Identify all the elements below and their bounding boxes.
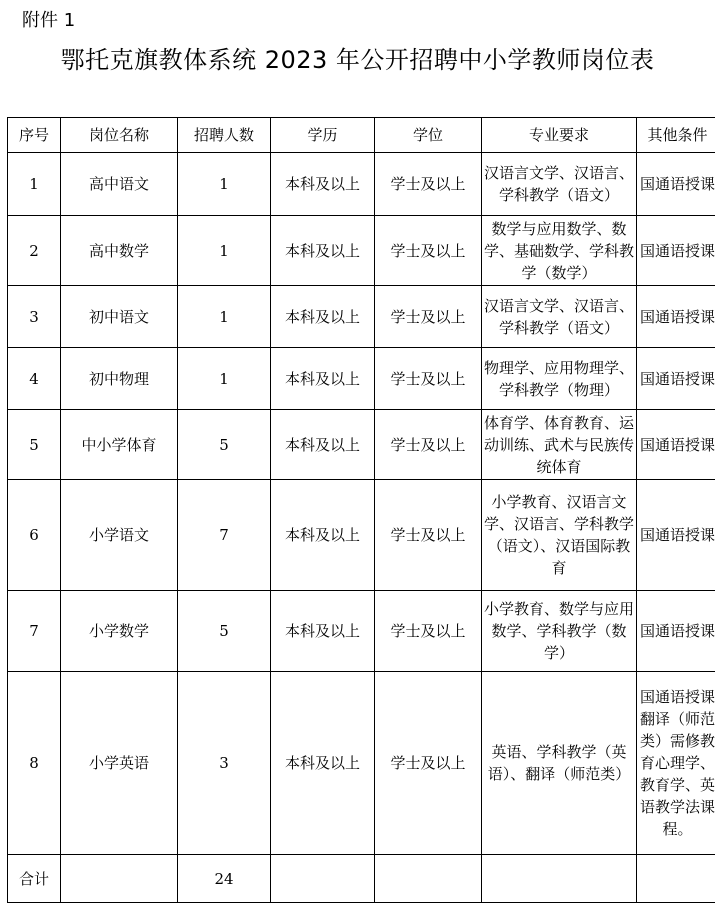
cell-major: 小学教育、数学与应用数学、学科教学（数学） — [482, 591, 637, 672]
cell-no: 5 — [8, 410, 61, 480]
header-no: 序号 — [8, 118, 61, 153]
cell-other: 国通语授课 — [637, 348, 715, 410]
table-row — [8, 672, 715, 855]
cell-other: 国通语授课 — [637, 480, 715, 591]
header-major: 专业要求 — [482, 118, 637, 153]
cell-empty — [482, 855, 637, 903]
cell-no: 3 — [8, 286, 61, 348]
table-row — [8, 153, 715, 216]
table-header-row — [8, 118, 715, 153]
cell-count: 1 — [178, 216, 271, 286]
cell-major: 英语、学科教学（英语）、翻译（师范类） — [482, 672, 637, 855]
total-label: 合计 — [8, 855, 61, 903]
cell-count: 1 — [178, 153, 271, 216]
cell-degree: 学士及以上 — [375, 480, 482, 591]
cell-no: 4 — [8, 348, 61, 410]
table-total-row — [8, 855, 715, 903]
cell-post: 小学英语 — [61, 672, 178, 855]
cell-education: 本科及以上 — [271, 672, 375, 855]
table-row — [8, 591, 715, 672]
table-row — [8, 410, 715, 480]
cell-no: 2 — [8, 216, 61, 286]
cell-major: 物理学、应用物理学、学科教学（物理） — [482, 348, 637, 410]
cell-degree: 学士及以上 — [375, 153, 482, 216]
cell-post: 小学语文 — [61, 480, 178, 591]
cell-count: 5 — [178, 410, 271, 480]
cell-education: 本科及以上 — [271, 591, 375, 672]
cell-education: 本科及以上 — [271, 480, 375, 591]
cell-education: 本科及以上 — [271, 216, 375, 286]
cell-degree: 学士及以上 — [375, 286, 482, 348]
cell-empty — [271, 855, 375, 903]
cell-other: 国通语授课 — [637, 410, 715, 480]
cell-post: 高中语文 — [61, 153, 178, 216]
cell-count: 7 — [178, 480, 271, 591]
cell-other: 国通语授课 — [637, 286, 715, 348]
cell-other: 国通语授课 — [637, 216, 715, 286]
table-row — [8, 216, 715, 286]
cell-degree: 学士及以上 — [375, 672, 482, 855]
cell-major: 汉语言文学、汉语言、学科教学（语文） — [482, 286, 637, 348]
cell-empty — [637, 855, 715, 903]
header-education: 学历 — [271, 118, 375, 153]
cell-count: 5 — [178, 591, 271, 672]
cell-empty — [375, 855, 482, 903]
cell-major: 体育学、体育教育、运动训练、武术与民族传统体育 — [482, 410, 637, 480]
cell-education: 本科及以上 — [271, 348, 375, 410]
cell-no: 8 — [8, 672, 61, 855]
cell-other: 国通语授课 翻译（师范类）需修教育心理学、教育学、英语教学法课程。 — [637, 672, 715, 855]
annex-label: 附件 1 — [22, 10, 76, 31]
cell-post: 中小学体育 — [61, 410, 178, 480]
cell-other: 国通语授课 — [637, 153, 715, 216]
page-title: 鄂托克旗教体系统 2023 年公开招聘中小学教师岗位表 — [60, 46, 655, 74]
table-row — [8, 348, 715, 410]
cell-education: 本科及以上 — [271, 286, 375, 348]
cell-degree: 学士及以上 — [375, 591, 482, 672]
cell-other: 国通语授课 — [637, 591, 715, 672]
header-post: 岗位名称 — [61, 118, 178, 153]
cell-degree: 学士及以上 — [375, 410, 482, 480]
cell-no: 7 — [8, 591, 61, 672]
cell-degree: 学士及以上 — [375, 216, 482, 286]
header-degree: 学位 — [375, 118, 482, 153]
cell-count: 3 — [178, 672, 271, 855]
cell-post: 初中物理 — [61, 348, 178, 410]
table-row — [8, 286, 715, 348]
table-row — [8, 480, 715, 591]
cell-post: 高中数学 — [61, 216, 178, 286]
cell-empty — [61, 855, 178, 903]
cell-count: 1 — [178, 348, 271, 410]
cell-post: 初中语文 — [61, 286, 178, 348]
cell-education: 本科及以上 — [271, 410, 375, 480]
cell-no: 1 — [8, 153, 61, 216]
cell-post: 小学数学 — [61, 591, 178, 672]
total-count: 24 — [178, 855, 271, 903]
cell-no: 6 — [8, 480, 61, 591]
cell-major: 小学教育、汉语言文学、汉语言、学科教学（语文）、汉语国际教育 — [482, 480, 637, 591]
cell-education: 本科及以上 — [271, 153, 375, 216]
header-other: 其他条件 — [637, 118, 715, 153]
cell-major: 数学与应用数学、数学、基础数学、学科教学（数学） — [482, 216, 637, 286]
cell-major: 汉语言文学、汉语言、学科教学（语文） — [482, 153, 637, 216]
header-count: 招聘人数 — [178, 118, 271, 153]
cell-degree: 学士及以上 — [375, 348, 482, 410]
cell-count: 1 — [178, 286, 271, 348]
job-table — [7, 117, 715, 903]
